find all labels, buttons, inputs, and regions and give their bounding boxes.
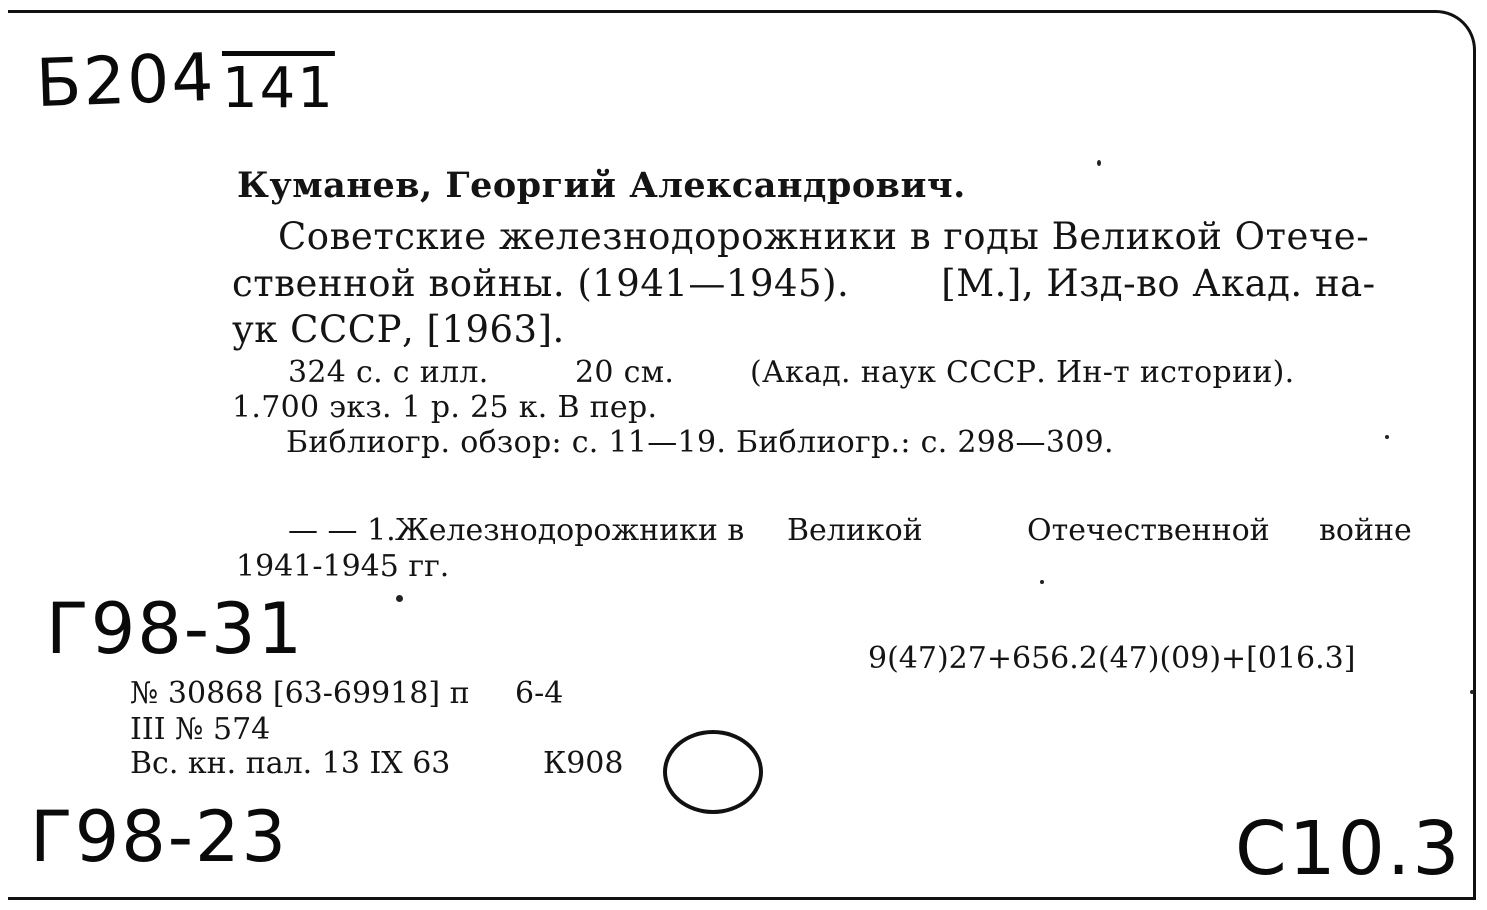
subject-word-1: Железнодорожники в bbox=[395, 513, 745, 548]
title-line-2-part-b: [М.], Изд-во Акад. на- bbox=[941, 262, 1376, 305]
handwritten-class-code: Г98-31 bbox=[46, 588, 305, 670]
registry-line-3 bbox=[130, 746, 623, 781]
series: (Акад. наук СССР. Ин-т истории). bbox=[750, 355, 1295, 390]
ink-speck bbox=[396, 595, 403, 602]
size: 20 см. bbox=[575, 355, 675, 390]
ink-speck bbox=[1385, 435, 1389, 439]
bibliography-note: Библиогр. обзор: с. 11—19. Библиогр.: с. 298—309. bbox=[286, 425, 1114, 460]
handwritten-shelf-number: 141 bbox=[222, 56, 335, 121]
subject-word-2: Великой bbox=[787, 513, 923, 548]
classification-index: 9(47)27+656.2(47)(09)+[016.3] bbox=[868, 641, 1356, 676]
subject-heading-line-2: 1941-1945 гг. bbox=[236, 549, 450, 584]
physical-description bbox=[288, 355, 1294, 390]
ink-speck bbox=[1097, 160, 1101, 166]
handwritten-second-class-code: Г98-23 bbox=[30, 796, 289, 878]
subject-word-3: Отечественной bbox=[1027, 513, 1270, 548]
author-heading: Куманев, Георгий Александрович. bbox=[237, 165, 966, 206]
subject-heading bbox=[288, 513, 1412, 548]
registry-line-1 bbox=[130, 676, 563, 711]
registry-code: 6-4 bbox=[515, 676, 564, 711]
ink-speck bbox=[1040, 580, 1044, 584]
title-line-3: ук СССР, [1963]. bbox=[232, 308, 565, 351]
pages: 324 с. с илл. bbox=[288, 355, 489, 390]
subject-word-4: войне bbox=[1319, 513, 1412, 548]
title-line-2 bbox=[232, 262, 1376, 305]
chamber-date: Вс. кн. пал. 13 IX 63 bbox=[130, 746, 451, 781]
circle-mark bbox=[663, 730, 763, 814]
title-line-2-part-a: ственной войны. (1941—1945). bbox=[232, 262, 850, 305]
handwritten-location-code: С10.3 bbox=[1235, 806, 1462, 892]
title-line-1: Советские железнодорожники в годы Великой Отече- bbox=[278, 215, 1370, 258]
catalog-code: К908 bbox=[543, 746, 624, 781]
ink-speck bbox=[1470, 690, 1474, 694]
handwritten-shelf-code: Б204 bbox=[34, 38, 217, 123]
registry-line-2: III № 574 bbox=[130, 712, 271, 747]
subject-dash: — — 1. bbox=[288, 513, 396, 548]
print-run-price: 1.700 экз. 1 р. 25 к. В пер. bbox=[232, 390, 658, 425]
registry-number: № 30868 [63-69918] п bbox=[130, 676, 470, 711]
